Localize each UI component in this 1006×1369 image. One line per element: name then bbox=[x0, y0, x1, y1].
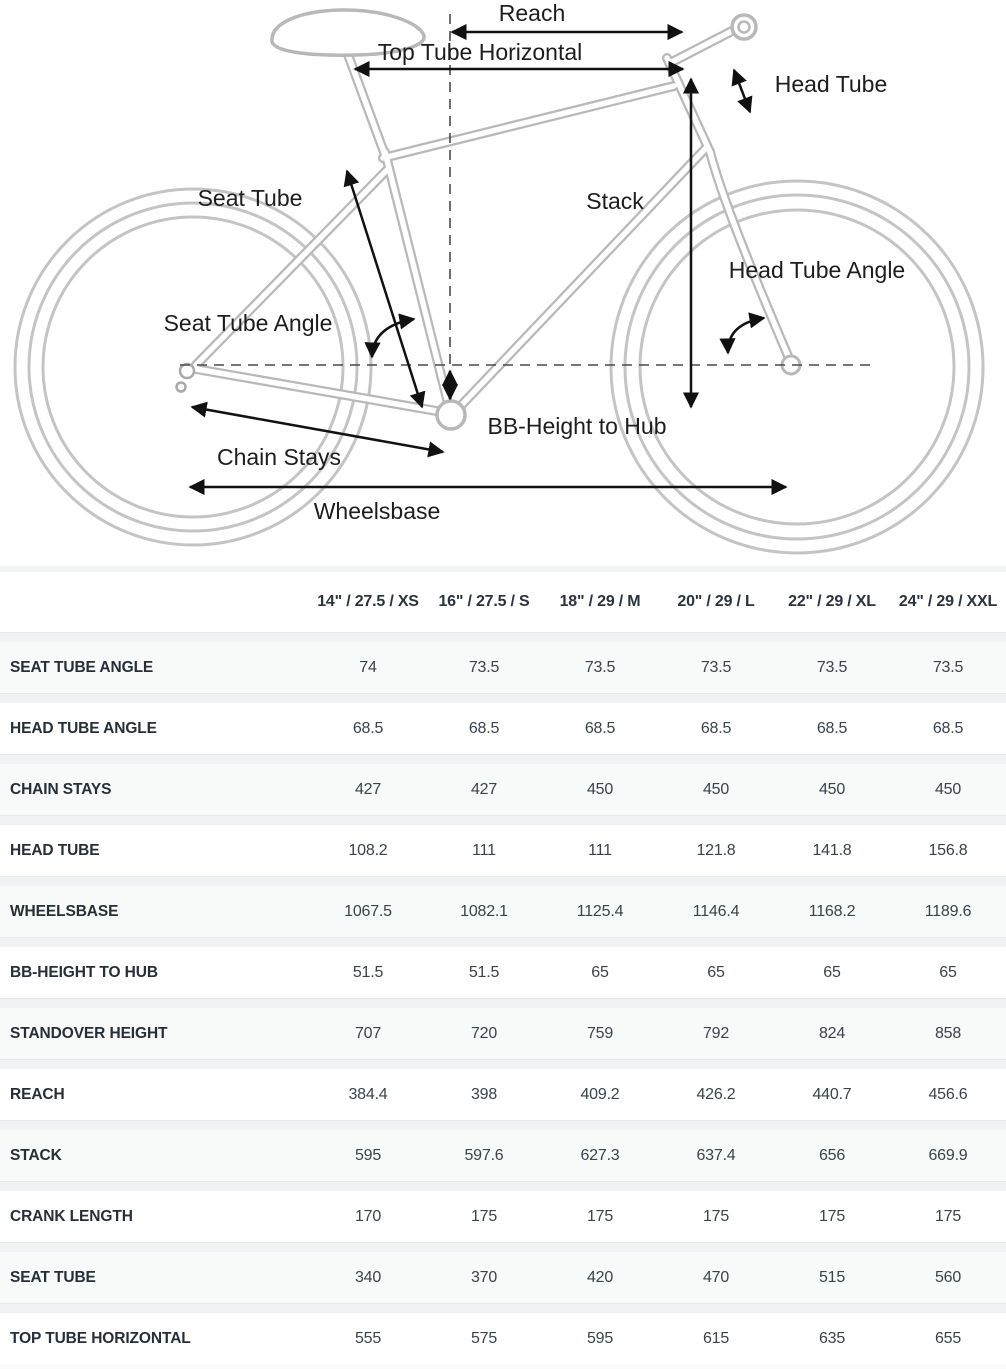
row-label: STACK bbox=[10, 1146, 62, 1164]
row-label: WHEELSBASE bbox=[10, 902, 119, 920]
cell-value: 858 bbox=[934, 1024, 962, 1042]
cell-value: 73.5 bbox=[584, 658, 616, 676]
stack-label: Stack bbox=[586, 188, 644, 214]
seat-tube-label: Seat Tube bbox=[197, 185, 303, 211]
cell-value: 792 bbox=[702, 1024, 730, 1042]
cell-value: 65 bbox=[939, 963, 957, 981]
cell-value: 1125.4 bbox=[576, 902, 624, 920]
cell-value: 370 bbox=[470, 1268, 498, 1286]
bb-height-to-hub-label: BB-Height to Hub bbox=[487, 413, 667, 439]
cell-value: 1082.1 bbox=[460, 902, 508, 920]
bike-diagram-svg bbox=[0, 0, 1006, 566]
cell-value: 450 bbox=[818, 780, 846, 798]
cell-value: 68.5 bbox=[700, 719, 732, 737]
column-header: 18" / 29 / M bbox=[559, 593, 641, 610]
cell-value: 1189.6 bbox=[924, 902, 972, 920]
row-label: SEAT TUBE bbox=[10, 1268, 96, 1286]
cell-value: 1168.2 bbox=[808, 902, 856, 920]
cell-value: 635 bbox=[818, 1329, 846, 1347]
cell-value: 409.2 bbox=[580, 1085, 620, 1103]
table-row bbox=[0, 1303, 1006, 1364]
table-row bbox=[0, 815, 1006, 876]
cell-value: 73.5 bbox=[932, 658, 964, 676]
cell-value: 597.6 bbox=[464, 1146, 504, 1164]
table-row bbox=[0, 937, 1006, 998]
cell-value: 108.2 bbox=[348, 841, 388, 859]
table-row bbox=[0, 998, 1006, 1059]
cell-value: 175 bbox=[934, 1207, 962, 1225]
cell-value: 65 bbox=[707, 963, 725, 981]
cell-value: 720 bbox=[470, 1024, 498, 1042]
cell-value: 1067.5 bbox=[344, 902, 392, 920]
table-row bbox=[0, 876, 1006, 937]
cell-value: 560 bbox=[934, 1268, 962, 1286]
bike-geometry-diagram bbox=[0, 0, 1006, 566]
cell-value: 121.8 bbox=[696, 841, 736, 859]
cell-value: 68.5 bbox=[468, 719, 500, 737]
geometry-table bbox=[0, 572, 1006, 1369]
cell-value: 426.2 bbox=[696, 1085, 736, 1103]
cell-value: 73.5 bbox=[816, 658, 848, 676]
row-label: REACH bbox=[10, 1085, 65, 1103]
cell-value: 450 bbox=[702, 780, 730, 798]
cell-value: 68.5 bbox=[816, 719, 848, 737]
cell-value: 450 bbox=[586, 780, 614, 798]
seat-tube-angle-arc bbox=[372, 319, 414, 357]
column-header: 16" / 27.5 / S bbox=[438, 593, 530, 610]
row-label: CRANK LENGTH bbox=[10, 1207, 133, 1225]
cell-value: 73.5 bbox=[468, 658, 500, 676]
cell-value: 65 bbox=[823, 963, 841, 981]
table-row bbox=[0, 632, 1006, 693]
row-label: TOP TUBE HORIZONTAL bbox=[10, 1329, 191, 1347]
row-label: CHAIN STAYS bbox=[10, 780, 112, 798]
rear-derailleur bbox=[177, 364, 195, 392]
cell-value: 656 bbox=[818, 1146, 846, 1164]
cell-value: 384.4 bbox=[348, 1085, 388, 1103]
cell-value: 51.5 bbox=[468, 963, 500, 981]
cell-value: 515 bbox=[818, 1268, 846, 1286]
row-label: HEAD TUBE ANGLE bbox=[10, 719, 157, 737]
wheelsbase-label: Wheelsbase bbox=[313, 498, 441, 524]
row-label: STANDOVER HEIGHT bbox=[10, 1024, 168, 1042]
cell-value: 440.7 bbox=[812, 1085, 852, 1103]
cell-value: 175 bbox=[818, 1207, 846, 1225]
table-header-row bbox=[0, 572, 1006, 632]
cell-value: 111 bbox=[588, 841, 612, 859]
cell-value: 175 bbox=[702, 1207, 730, 1225]
cell-value: 51.5 bbox=[352, 963, 384, 981]
column-header: 24" / 29 / XXL bbox=[898, 593, 998, 610]
table-row bbox=[0, 1242, 1006, 1303]
table-row bbox=[0, 1181, 1006, 1242]
cell-value: 68.5 bbox=[932, 719, 964, 737]
row-label: BB-HEIGHT TO HUB bbox=[10, 963, 158, 981]
head-tube-angle-arc bbox=[728, 318, 764, 353]
cell-value: 68.5 bbox=[584, 719, 616, 737]
head-tube-arrow bbox=[734, 70, 750, 112]
column-header: 14" / 27.5 / XS bbox=[317, 593, 419, 610]
cell-value: 595 bbox=[586, 1329, 614, 1347]
handlebar-grip bbox=[732, 15, 756, 39]
footer-band bbox=[0, 1364, 1006, 1369]
cell-value: 669.9 bbox=[928, 1146, 968, 1164]
cell-value: 824 bbox=[818, 1024, 846, 1042]
table-row bbox=[0, 693, 1006, 754]
reach-label: Reach bbox=[498, 0, 566, 26]
cell-value: 637.4 bbox=[696, 1146, 736, 1164]
row-label: HEAD TUBE bbox=[10, 841, 100, 859]
cell-value: 68.5 bbox=[352, 719, 384, 737]
column-header: 20" / 29 / L bbox=[677, 593, 755, 610]
cell-value: 456.6 bbox=[928, 1085, 968, 1103]
head-tube-label: Head Tube bbox=[774, 71, 888, 97]
row-label: SEAT TUBE ANGLE bbox=[10, 658, 154, 676]
cell-value: 595 bbox=[354, 1146, 382, 1164]
cell-value: 398 bbox=[470, 1085, 498, 1103]
cell-value: 420 bbox=[586, 1268, 614, 1286]
cell-value: 111 bbox=[472, 841, 496, 859]
cell-value: 759 bbox=[586, 1024, 614, 1042]
cell-value: 156.8 bbox=[928, 841, 968, 859]
cell-value: 65 bbox=[591, 963, 609, 981]
cell-value: 555 bbox=[354, 1329, 382, 1347]
bottom-bracket bbox=[437, 401, 465, 429]
column-header: 22" / 29 / XL bbox=[788, 593, 876, 610]
cell-value: 575 bbox=[470, 1329, 498, 1347]
cell-value: 170 bbox=[354, 1207, 382, 1225]
cell-value: 340 bbox=[354, 1268, 382, 1286]
cell-value: 427 bbox=[354, 780, 382, 798]
cell-value: 450 bbox=[934, 780, 962, 798]
table-row bbox=[0, 1120, 1006, 1181]
head-tube-angle-label: Head Tube Angle bbox=[728, 257, 906, 283]
cell-value: 73.5 bbox=[700, 658, 732, 676]
seat-tube-angle-label: Seat Tube Angle bbox=[163, 310, 333, 336]
table-row bbox=[0, 754, 1006, 815]
top-tube-horizontal-label: Top Tube Horizontal bbox=[377, 39, 583, 65]
cell-value: 175 bbox=[586, 1207, 614, 1225]
cell-value: 707 bbox=[354, 1024, 382, 1042]
cell-value: 470 bbox=[702, 1268, 730, 1286]
chain-stays-label: Chain Stays bbox=[216, 444, 342, 470]
cell-value: 655 bbox=[934, 1329, 962, 1347]
cell-value: 175 bbox=[470, 1207, 498, 1225]
cell-value: 1146.4 bbox=[692, 902, 740, 920]
cell-value: 141.8 bbox=[812, 841, 852, 859]
cell-value: 627.3 bbox=[580, 1146, 620, 1164]
cell-value: 74 bbox=[359, 658, 377, 676]
cell-value: 427 bbox=[470, 780, 498, 798]
table-row bbox=[0, 1059, 1006, 1120]
cell-value: 615 bbox=[702, 1329, 730, 1347]
